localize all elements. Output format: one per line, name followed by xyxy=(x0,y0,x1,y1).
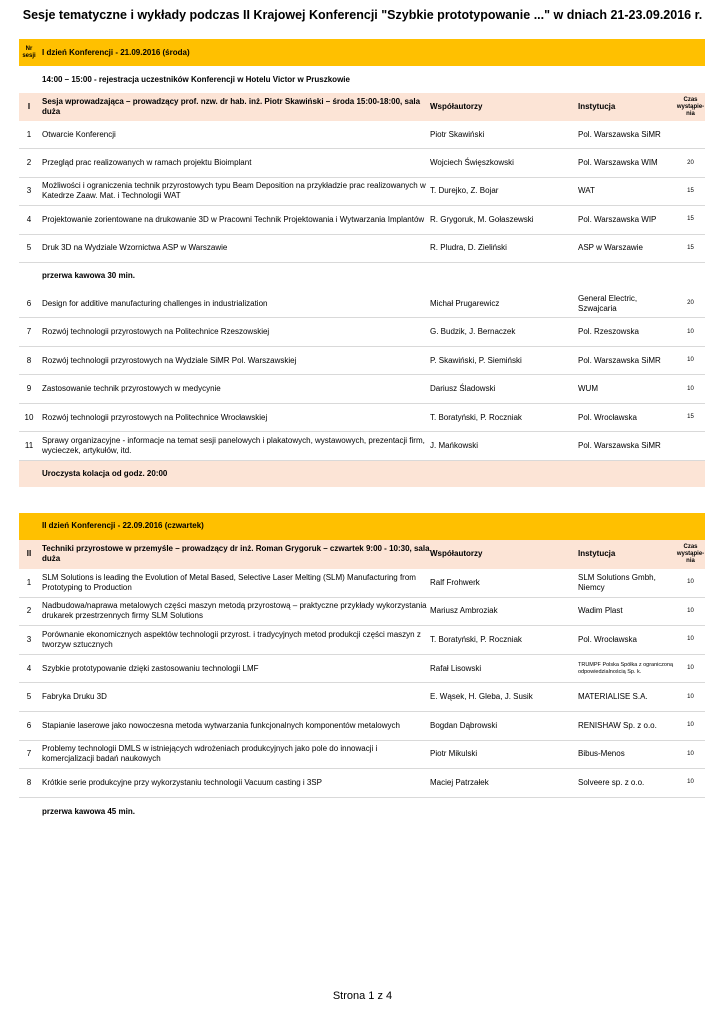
row-authors: Rafał Lisowski xyxy=(430,663,482,673)
row-topic: Problemy technologii DMLS w istniejących wdrożeniach produkcyjnych jako pole do innowacji i komercjalizacji badań naukowych xyxy=(42,744,378,764)
row-institution: Pol. Warszawska SiMR xyxy=(578,129,661,139)
row-time: 10 xyxy=(687,750,694,757)
table-row xyxy=(19,318,705,347)
table-row xyxy=(19,741,705,770)
row-time: 15 xyxy=(687,216,694,223)
row-number: 5 xyxy=(26,243,32,253)
nr-header: Nr sesji xyxy=(22,45,36,59)
table-row xyxy=(19,712,705,741)
row-institution: Pol. Warszawska WIM xyxy=(578,158,658,168)
page-title: Sesje tematyczne i wykłady podczas II Krajowej Konferencji "Szybkie prototypowanie ..." w dniach 21-23.09.2016 r. xyxy=(22,8,703,22)
row-topic: Projektowanie zorientowane na drukowanie 3D w Pracowni Technik Projektowania i Wytwarzania Implantów xyxy=(42,214,425,224)
row-topic: Stapianie laserowe jako nowoczesna metoda wytwarzania funkcjonalnych komponentów metalowych xyxy=(42,720,400,730)
row-time: 10 xyxy=(687,722,694,729)
day1-label: I dzień Konferencji - 21.09.2016 (środa) xyxy=(42,47,190,57)
schedule-table xyxy=(19,39,705,826)
table-row xyxy=(19,769,705,798)
row-institution: Pol. Warszawska SiMR xyxy=(578,441,661,451)
row-time: 10 xyxy=(687,693,694,700)
row-topic: Porównanie ekonomicznych aspektów technologii przyrost. i tradycyjnych metod produkcji części maszyn z tworzyw sztucznych xyxy=(42,629,421,649)
row-authors: T. Durejko, Z. Bojar xyxy=(430,186,499,196)
row-topic: Fabryka Druku 3D xyxy=(42,692,107,702)
table-row xyxy=(19,149,705,177)
row-institution: ASP w Warszawie xyxy=(578,243,643,253)
table-row xyxy=(19,569,705,598)
table-row xyxy=(19,347,705,376)
row-institution: TRUMPF Polska Spółka z ograniczoną odpowiedzialnością Sp. k. xyxy=(578,662,674,675)
row-authors: E. Wąsek, H. Gleba, J. Susik xyxy=(430,692,533,702)
row-topic: Rozwój technologii przyrostowych na Politechnice Rzeszowskiej xyxy=(42,327,270,337)
table-row xyxy=(19,375,705,404)
row-authors: J. Mańkowski xyxy=(430,441,479,451)
row-number: 9 xyxy=(26,384,32,394)
dinner-row xyxy=(19,461,705,487)
time-header: Czas wystąpie-nia xyxy=(676,543,705,564)
row-number: 6 xyxy=(26,298,32,308)
row-topic: Druk 3D na Wydziale Wzornictwa ASP w Warszawie xyxy=(42,243,228,253)
row-institution: General Electric, Szwajcaria xyxy=(578,293,638,313)
session-title: Techniki przyrostowe w przemyśle – prowadzący dr inż. Roman Grygoruk – czwartek 9:00 - 10:30, sala duża xyxy=(42,544,430,564)
session-number: II xyxy=(26,549,32,559)
row-time: 10 xyxy=(687,357,694,364)
row-institution: Pol. Warszawska WIP xyxy=(578,214,657,224)
row-time: 10 xyxy=(687,665,694,672)
row-number: 11 xyxy=(24,441,34,451)
row-authors: Ralf Frohwerk xyxy=(430,577,480,587)
session1-header xyxy=(19,93,705,121)
row-number: 4 xyxy=(26,663,32,673)
row-number: 10 xyxy=(24,412,34,422)
row-time: 10 xyxy=(687,579,694,586)
row-time: 10 xyxy=(687,607,694,614)
row-topic: Nadbudowa/naprawa metalowych części maszyn metodą przyrostową – praktyczne przykłady wykorzystania drukarek przestrzennych firmy SLM Solutions xyxy=(42,601,427,621)
row-number: 5 xyxy=(26,692,32,702)
row-time: 10 xyxy=(687,385,694,392)
session2-header xyxy=(19,540,705,569)
row-number: 8 xyxy=(26,777,32,787)
row-number: 3 xyxy=(26,186,32,196)
row-time: 15 xyxy=(687,414,694,421)
row-institution: Bibus-Menos xyxy=(578,749,625,759)
row-institution: RENISHAW Sp. z o.o. xyxy=(578,720,657,730)
day2-label: II dzień Konferencji - 22.09.2016 (czwartek) xyxy=(42,521,204,531)
table-row xyxy=(19,235,705,263)
row-time: 15 xyxy=(687,244,694,251)
row-topic: Rozwój technologii przyrostowych na Politechnice Wrocławskiej xyxy=(42,412,268,422)
row-topic: Otwarcie Konferencji xyxy=(42,129,116,139)
row-authors: Bogdan Dąbrowski xyxy=(430,720,498,730)
row-institution: Pol. Wrocławska xyxy=(578,634,637,644)
break-text: przerwa kawowa 45 min. xyxy=(42,806,135,816)
row-authors: Maciej Patrzałek xyxy=(430,777,489,787)
row-number: 7 xyxy=(26,327,32,337)
day1-header xyxy=(19,39,705,66)
row-number: 2 xyxy=(26,606,32,616)
row-institution: WUM xyxy=(578,384,598,394)
authors-header: Współautorzy xyxy=(430,549,483,559)
row-topic: Szybkie prototypowanie dzięki zastosowaniu technologii LMF xyxy=(42,663,259,673)
row-authors: T. Boratyński, P. Roczniak xyxy=(430,412,522,422)
table-row xyxy=(19,290,705,319)
row-topic: Rozwój technologii przyrostowych na Wydziale SiMR Pol. Warszawskiej xyxy=(42,355,297,365)
break-text: przerwa kawowa 30 min. xyxy=(42,271,135,281)
institution-header: Instytucja xyxy=(578,549,616,559)
row-topic: Możliwości i ograniczenia technik przyrostowych typu Beam Deposition na przykładzie prac realizowanych w Katedrze Zaaw. Mat. i Technologii WAT xyxy=(42,181,426,201)
coffee-break-2 xyxy=(19,798,705,826)
row-institution: Wadim Plast xyxy=(578,606,623,616)
row-institution: Pol. Wrocławska xyxy=(578,412,637,422)
row-authors: Piotr Mikulski xyxy=(430,749,478,759)
row-number: 1 xyxy=(26,577,32,587)
table-row xyxy=(19,404,705,433)
day2-header xyxy=(19,513,705,540)
row-time: 10 xyxy=(687,636,694,643)
row-authors: T. Boratyński, P. Roczniak xyxy=(430,634,522,644)
day1-rows-a xyxy=(19,121,705,263)
row-time: 10 xyxy=(687,779,694,786)
authors-header: Współautorzy xyxy=(430,102,483,111)
table-row xyxy=(19,178,705,206)
session-number: I xyxy=(27,102,31,111)
table-row xyxy=(19,683,705,712)
row-institution: Pol. Rzeszowska xyxy=(578,327,639,337)
row-topic: Sprawy organizacyjne - informacje na temat sesji panelowych i plakatowych, wystawowych, prezentacji firm, wycieczek, artykułów, itd. xyxy=(42,436,425,456)
row-institution: Pol. Warszawska SiMR xyxy=(578,355,661,365)
row-authors: R. Grygoruk, M. Gołaszewski xyxy=(430,214,534,224)
row-institution: SLM Solutions Gmbh, Niemcy xyxy=(578,572,656,592)
row-authors: Dariusz Śladowski xyxy=(430,384,496,394)
row-topic: SLM Solutions is leading the Evolution of Metal Based, Selective Laser Melting (SLM) Manufacturing from Prototyping to Production xyxy=(42,572,416,592)
table-row xyxy=(19,626,705,655)
row-topic: Przegląd prac realizowanych w ramach projektu Bioimplant xyxy=(42,158,252,168)
row-time: 20 xyxy=(687,159,694,166)
row-topic: Design for additive manufacturing challenges in industrialization xyxy=(42,298,268,308)
row-topic: Zastosowanie technik przyrostowych w medycynie xyxy=(42,384,221,394)
table-row xyxy=(19,432,705,461)
dinner-text: Uroczysta kolacja od godz. 20:00 xyxy=(42,468,168,478)
row-number: 4 xyxy=(26,214,32,224)
row-time: 20 xyxy=(687,300,694,307)
row-number: 7 xyxy=(26,749,32,759)
row-institution: Solveere sp. z o.o. xyxy=(578,777,645,787)
row-authors: Wojciech Święszkowski xyxy=(430,158,514,168)
session-title: Sesja wprowadzająca – prowadzący prof. nzw. dr hab. inż. Piotr Skawiński – środa 15:00-18:00, sala duża xyxy=(42,97,421,116)
day2-rows xyxy=(19,569,705,798)
table-row xyxy=(19,655,705,684)
table-row xyxy=(19,206,705,234)
row-authors: Piotr Skawiński xyxy=(430,129,485,139)
row-number: 6 xyxy=(26,720,32,730)
row-number: 3 xyxy=(26,634,32,644)
row-time: 10 xyxy=(687,328,694,335)
institution-header: Instytucja xyxy=(578,102,616,111)
table-row xyxy=(19,598,705,627)
row-number: 1 xyxy=(26,129,32,139)
day1-rows-b xyxy=(19,290,705,461)
row-authors: R. Pludra, D. Zieliński xyxy=(430,243,507,253)
coffee-break-1 xyxy=(19,263,705,290)
row-institution: WAT xyxy=(578,186,595,196)
row-institution: MATERIALISE S.A. xyxy=(578,692,648,702)
page-footer: Strona 1 z 4 xyxy=(332,990,393,1002)
row-authors: G. Budzik, J. Bernaczek xyxy=(430,327,516,337)
row-authors: Michał Prugarewicz xyxy=(430,298,500,308)
row-topic: Krótkie serie produkcyjne przy wykorzystaniu technologii Vacuum casting i 3SP xyxy=(42,777,322,787)
row-number: 8 xyxy=(26,355,32,365)
row-authors: P. Skawiński, P. Siemiński xyxy=(430,355,522,365)
registration-text: 14:00 – 15:00 - rejestracja uczestników Konferencji w Hotelu Victor w Pruszkowie xyxy=(42,74,350,84)
row-authors: Mariusz Ambroziak xyxy=(430,606,498,616)
row-time: 15 xyxy=(687,187,694,194)
time-header: Czas wystąpie-nia xyxy=(676,96,705,117)
table-row xyxy=(19,121,705,149)
registration-row xyxy=(19,66,705,93)
row-number: 2 xyxy=(26,158,32,168)
